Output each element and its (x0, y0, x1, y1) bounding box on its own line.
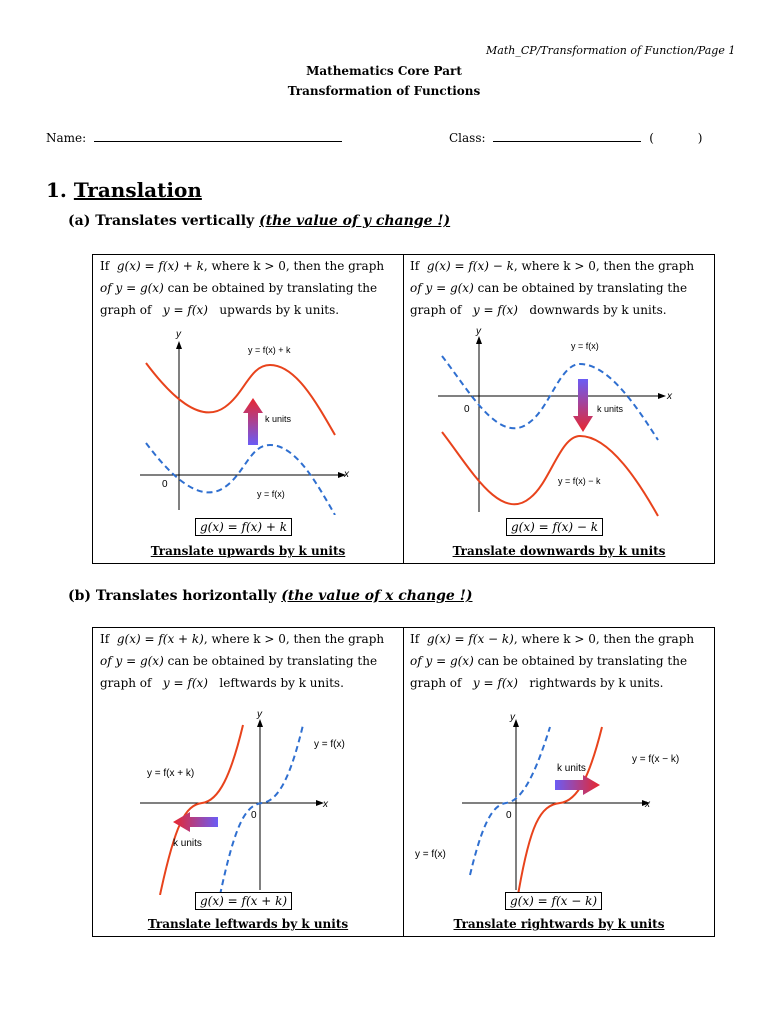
up-original-curve (146, 443, 335, 515)
down-equation: g(x) = f(x) − k (426, 259, 514, 273)
left-y-label: y (257, 709, 262, 720)
up-line2-text: can be obtained by translating the (167, 281, 378, 295)
up-if: If (100, 259, 110, 273)
left-shifted-curve (160, 725, 243, 895)
left-line3-text: leftwards by k units. (219, 676, 344, 690)
down-shifted-curve (442, 432, 658, 516)
left-graph (135, 705, 345, 895)
name-label: Name: (46, 131, 87, 145)
class-blank (493, 129, 641, 142)
up-line3-eq: y = f(x) (162, 303, 208, 317)
down-condition: , where k > 0, then the graph (513, 259, 695, 273)
name-blank (94, 129, 342, 142)
up-graph (130, 325, 360, 515)
class-row (449, 129, 702, 145)
right-y-label: y (510, 712, 515, 723)
left-caption: Translate leftwards by k units (147, 917, 349, 931)
class-number-open: ( (649, 131, 654, 145)
right-if: If (410, 632, 420, 646)
left-curve-shifted-label: y = f(x + k) (147, 768, 195, 779)
right-equation: g(x) = f(x − k) (426, 632, 514, 646)
right-line3-pre: graph of (410, 676, 462, 690)
down-curve-bottom-label: y = f(x) − k (558, 476, 601, 486)
right-line2-eq: of y = g(x) (410, 654, 474, 668)
down-description (410, 255, 706, 321)
page-reference: Math_CP/Transformation of Function/Page 1 (486, 44, 736, 57)
down-line2-eq: of y = g(x) (410, 281, 474, 295)
down-arrow (573, 379, 593, 432)
vertical-heading-note: (the value of y change !) (259, 213, 451, 229)
right-condition: , where k > 0, then the graph (513, 632, 695, 646)
class-number-close: ) (697, 131, 703, 145)
class-label: Class: (449, 131, 486, 145)
left-origin-label: 0 (251, 810, 257, 821)
left-if: If (100, 632, 110, 646)
section-number: 1. (46, 178, 67, 202)
down-formula: g(x) = f(x) − k (506, 518, 603, 536)
down-line2-text: can be obtained by translating the (477, 281, 688, 295)
right-x-label: x (645, 799, 650, 810)
left-equation: g(x) = f(x + k) (116, 632, 204, 646)
document-title: Mathematics Core Part (306, 64, 462, 78)
down-graph (430, 322, 680, 517)
up-curve-top-label: y = f(x) + k (248, 345, 291, 355)
left-line2-text: can be obtained by translating the (167, 654, 378, 668)
right-caption: Translate rightwards by k units (453, 917, 665, 931)
up-caption: Translate upwards by k units (150, 544, 346, 558)
up-x-label: x (344, 469, 349, 480)
right-graph (410, 705, 700, 895)
up-arrow-label: k units (265, 414, 292, 424)
right-description (410, 628, 706, 694)
left-x-label: x (323, 799, 328, 810)
horizontal-heading-text: (b) Translates horizontally (68, 588, 277, 604)
right-arrow-label: k units (557, 763, 586, 774)
section-title: Translation (73, 178, 202, 202)
right-line2-text: can be obtained by translating the (477, 654, 688, 668)
up-description (100, 255, 396, 321)
up-curve-bottom-label: y = f(x) (257, 489, 285, 499)
right-original-curve (470, 727, 550, 875)
up-arrow (243, 398, 263, 445)
left-condition: , where k > 0, then the graph (203, 632, 385, 646)
name-row (46, 129, 342, 145)
left-description (100, 628, 396, 694)
up-shifted-curve (146, 363, 335, 435)
up-condition: , where k > 0, then the graph (203, 259, 385, 273)
up-origin-label: 0 (162, 479, 168, 490)
left-original-curve (220, 725, 303, 895)
left-line3-pre: graph of (100, 676, 152, 690)
up-equation: g(x) = f(x) + k (116, 259, 204, 273)
down-if: If (410, 259, 420, 273)
down-line3-eq: y = f(x) (472, 303, 518, 317)
left-arrow-label: k units (173, 838, 202, 849)
down-caption: Translate downwards by k units (452, 544, 666, 558)
document-subtitle: Transformation of Functions (287, 84, 481, 98)
left-line3-eq: y = f(x) (162, 676, 208, 690)
right-curve-orig-label: y = f(x) (415, 849, 446, 860)
down-line3-pre: graph of (410, 303, 462, 317)
up-line2-eq: of y = g(x) (100, 281, 164, 295)
left-formula: g(x) = f(x + k) (195, 892, 292, 910)
right-line3-text: rightwards by k units. (529, 676, 664, 690)
down-arrow-label: k units (597, 404, 624, 414)
down-origin-label: 0 (464, 404, 470, 415)
right-origin-label: 0 (506, 810, 512, 821)
down-original-curve (442, 356, 658, 440)
left-line2-eq: of y = g(x) (100, 654, 164, 668)
right-line3-eq: y = f(x) (472, 676, 518, 690)
vertical-table-divider (403, 254, 404, 564)
section-heading (46, 178, 202, 202)
left-arrow (173, 812, 218, 832)
horizontal-heading-note: (the value of x change !) (281, 588, 473, 604)
right-curve-shifted-label: y = f(x − k) (632, 754, 680, 765)
down-line3-text: downwards by k units. (529, 303, 667, 317)
vertical-heading (68, 213, 450, 229)
left-curve-orig-label: y = f(x) (314, 739, 345, 750)
horizontal-table-divider (403, 627, 404, 937)
down-curve-top-label: y = f(x) (571, 341, 599, 351)
up-y-label: y (176, 329, 181, 340)
vertical-heading-text: (a) Translates vertically (68, 213, 255, 229)
down-y-label: y (476, 326, 481, 337)
up-line3-text: upwards by k units. (219, 303, 340, 317)
horizontal-heading (68, 588, 473, 604)
up-line3-pre: graph of (100, 303, 152, 317)
up-formula: g(x) = f(x) + k (195, 518, 292, 536)
right-shifted-curve (518, 727, 602, 895)
down-x-label: x (667, 391, 672, 402)
right-formula: g(x) = f(x − k) (505, 892, 602, 910)
